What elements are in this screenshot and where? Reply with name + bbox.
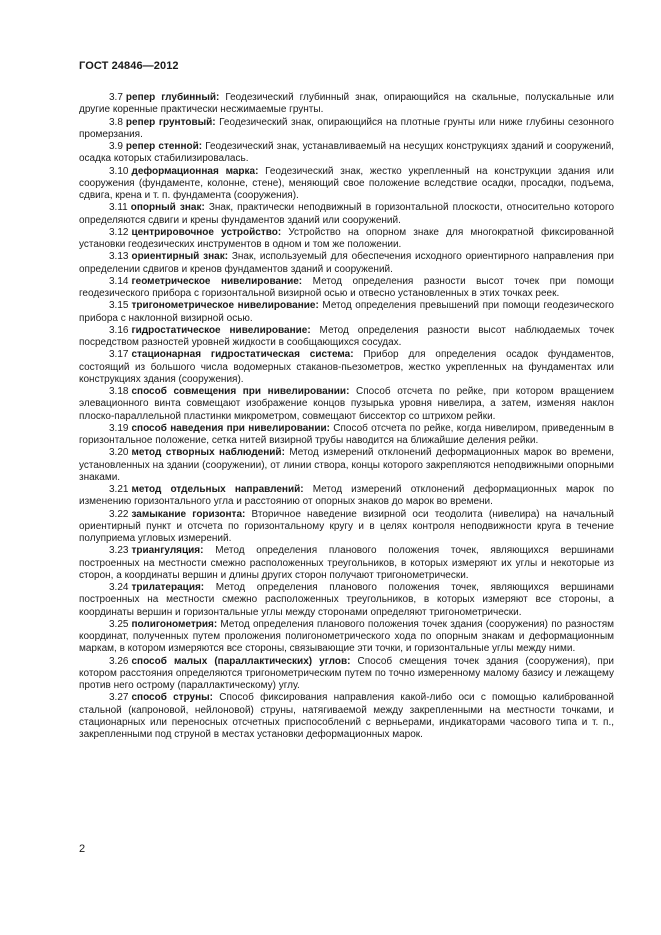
term-number: 3.10 bbox=[109, 165, 129, 177]
term-definition: Метод определения планового положения точек здания (сооружения) по разностям координат, полученных путем проложения полигонометрического хода по опорным знакам и деформационным маркам, в котором измеряются все стороны, связывающие эти точки, и горизонтальные углы между ними. bbox=[79, 618, 614, 655]
term-name: опорный знак: bbox=[130, 202, 205, 214]
term-definition: Геодезический знак, жестко укрепленный на конструкции здания или сооружения (фундаменте, колонне, стене), меняющий свое положение вследствие осадки, просадки, подъема, сдвига, крена и т. п. фундамента (сооружения). bbox=[79, 165, 615, 201]
term-number: 3.24 bbox=[109, 582, 129, 593]
term-paragraph bbox=[79, 251, 614, 276]
term-number: 3.27 bbox=[109, 692, 129, 704]
term-name: способ струны: bbox=[131, 692, 214, 704]
page-number: 2 bbox=[79, 843, 86, 855]
term-number: 3.17 bbox=[109, 349, 129, 361]
term-name: гидростатическое нивелирование: bbox=[131, 324, 311, 336]
term-definition: Знак, используемый для обеспечения исходного ориентирного направления при определении сдвигов и кренов фундаментов зданий и сооружений. bbox=[79, 251, 614, 275]
term-name: способ совмещения при нивелировании: bbox=[131, 386, 350, 397]
term-definition: Вторичное наведение визирной оси теодолита (нивелира) на начальный ориентирный пункт и отсчета по горизонтальному кругу и в целях контроля неподвижности круга в течение полуприема угловых измерений. bbox=[79, 508, 614, 544]
term-name: замыкание горизонта: bbox=[131, 508, 246, 520]
term-paragraph bbox=[79, 509, 614, 546]
term-definition: Метод измерений отклонений деформационных марок во времени, установленных на здании (сооружении), от линии створа, концы которого закрепляются неподвижными опорными знаками. bbox=[79, 447, 615, 483]
term-number: 3.14 bbox=[109, 275, 129, 287]
term-paragraph bbox=[79, 202, 614, 227]
term-definition: Знак, практически неподвижный в горизонтальной плоскости, относительно которого определяются сдвиги и крены фундаментов зданий или сооружений. bbox=[79, 202, 615, 226]
term-number: 3.18 bbox=[109, 386, 129, 397]
term-definition: Метод определения разности высот точек при помощи геодезического прибора с горизонтальной визирной осью и отвесно установленных в этих точках реек. bbox=[79, 275, 614, 299]
term-definition: Прибор для определения осадок фундаментов, состоящий из большого числа водомерных стаканов-пьезометров, жестко укрепленных на фундаментах или конструкциях здания (сооружения). bbox=[79, 349, 614, 385]
term-definition: Способ фиксирования направления какой-либо оси с помощью калиброванной стальной (капроновой, нейлоновой) струны, натягиваемой между закрепленными на местности точками, и стационарных или переносных отсчетных приспособлений с верньерами, индикаторами часового типа и т. п., закрепленными под струной в местах установки деформационных марок. bbox=[79, 692, 614, 740]
term-name: способ наведения при нивелировании: bbox=[131, 422, 330, 434]
term-definition: Геодезический глубинный знак, опирающийся на скальные, полускальные или другие коренные практически несжимаемые грунты. bbox=[79, 92, 614, 116]
term-definition: Метод определения разности высот наблюдаемых точек посредством разностей уровней жидкости в сообщающихся сосудах. bbox=[79, 324, 614, 348]
term-name: деформационная марка: bbox=[131, 165, 259, 177]
term-paragraph bbox=[79, 692, 614, 741]
term-name: полигонометрия: bbox=[131, 618, 218, 630]
term-definition: Метод определения планового положения точек, являющихся вершинами построенных на местности смежно расположенных треугольников, в которых измеряют их углы и некоторые из сторон, а координаты вершин и длины других сторон получают тригонометрически. bbox=[79, 545, 614, 581]
term-number: 3.11 bbox=[109, 202, 128, 214]
term-paragraph bbox=[79, 484, 614, 509]
term-definition: Устройство на опорном знаке для многократной фиксированной установки геодезических инструментов в одном и том же положении. bbox=[79, 226, 614, 250]
term-name: трилатерация: bbox=[131, 582, 205, 593]
term-paragraph bbox=[79, 141, 614, 166]
term-name: репер стенной: bbox=[125, 141, 203, 152]
term-name: репер грунтовый: bbox=[125, 116, 216, 128]
term-number: 3.26 bbox=[109, 655, 129, 667]
term-paragraph bbox=[79, 227, 614, 252]
term-paragraph bbox=[79, 386, 614, 423]
term-paragraph bbox=[79, 166, 614, 203]
term-number: 3.23 bbox=[109, 545, 129, 557]
term-paragraph bbox=[79, 656, 614, 693]
term-paragraph bbox=[79, 325, 614, 350]
term-name: ориентирный знак: bbox=[131, 251, 229, 263]
term-number: 3.7 bbox=[109, 92, 123, 103]
document-header: ГОСТ 24846—2012 bbox=[79, 60, 179, 72]
term-paragraph bbox=[79, 92, 614, 117]
term-name: стационарная гидростатическая система: bbox=[131, 349, 354, 361]
term-paragraph bbox=[79, 447, 614, 484]
term-paragraph bbox=[79, 619, 614, 656]
term-paragraph bbox=[79, 117, 614, 142]
term-definition: Способ отсчета по рейке, при котором вращением элевационного винта совмещают изображение концов пузырька уровня нивелира, а затем, изменяя наклон плоско-параллельной пластинки микрометром, совмещают биссектор со штрихом рейки. bbox=[79, 386, 614, 422]
term-definition: Метод определения превышений при помощи геодезического прибора с наклонной визирной осью. bbox=[79, 300, 614, 324]
term-definition: Способ смещения точек здания (сооружения), при котором расстояния определяются тригонометрическим путем по точно измеренному малому базису и лежащему против него острому (параллактическому) углу. bbox=[79, 655, 614, 691]
term-name: репер глубинный: bbox=[125, 92, 220, 103]
term-number: 3.22 bbox=[109, 508, 129, 520]
term-number: 3.25 bbox=[109, 618, 129, 630]
term-number: 3.13 bbox=[109, 251, 129, 263]
term-name: способ малых (параллактических) углов: bbox=[131, 655, 351, 667]
term-definition: Геодезический знак, устанавливаемый на несущих конструкциях зданий и сооружений, осадка которых стабилизировалась. bbox=[79, 141, 614, 165]
term-paragraph bbox=[79, 349, 614, 386]
term-name: центрировочное устройство: bbox=[131, 226, 282, 238]
term-definition: Геодезический знак, опирающийся на плотные грунты или ниже глубины сезонного промерзания. bbox=[79, 116, 614, 140]
term-paragraph bbox=[79, 423, 614, 448]
term-number: 3.15 bbox=[109, 300, 129, 312]
term-paragraph bbox=[79, 545, 614, 582]
term-paragraph bbox=[79, 582, 614, 619]
term-definition: Способ отсчета по рейке, когда нивелиром, приведенным в горизонтальное положение, сетка нитей визирной трубы наводится на ближайшие деления рейки. bbox=[79, 422, 614, 446]
term-number: 3.19 bbox=[109, 422, 129, 434]
term-number: 3.12 bbox=[109, 226, 129, 238]
term-name: тригонометрическое нивелирование: bbox=[131, 300, 319, 312]
term-number: 3.8 bbox=[109, 116, 123, 128]
term-number: 3.16 bbox=[109, 324, 129, 336]
term-name: триангуляция: bbox=[131, 545, 204, 557]
term-definition: Метод определения планового положения точек, являющихся вершинами построенных на местности смежно расположенных треугольников, в которых измеряют все стороны, а координаты вершин и горизонтальные углы между сторонами определяют тригонометрически. bbox=[79, 582, 614, 618]
term-paragraph bbox=[79, 276, 614, 301]
terms-list bbox=[79, 92, 614, 741]
term-number: 3.20 bbox=[109, 447, 129, 459]
term-paragraph bbox=[79, 300, 614, 325]
term-number: 3.21 bbox=[109, 484, 129, 495]
term-name: геометрическое нивелирование: bbox=[131, 275, 303, 287]
term-number: 3.9 bbox=[109, 141, 123, 152]
term-name: метод створных наблюдений: bbox=[131, 447, 285, 459]
term-name: метод отдельных направлений: bbox=[131, 484, 304, 495]
term-definition: Метод измерений отклонений деформационных марок по изменению горизонтального угла и расстоянию от опорных знаков до марок во времени. bbox=[79, 484, 614, 508]
